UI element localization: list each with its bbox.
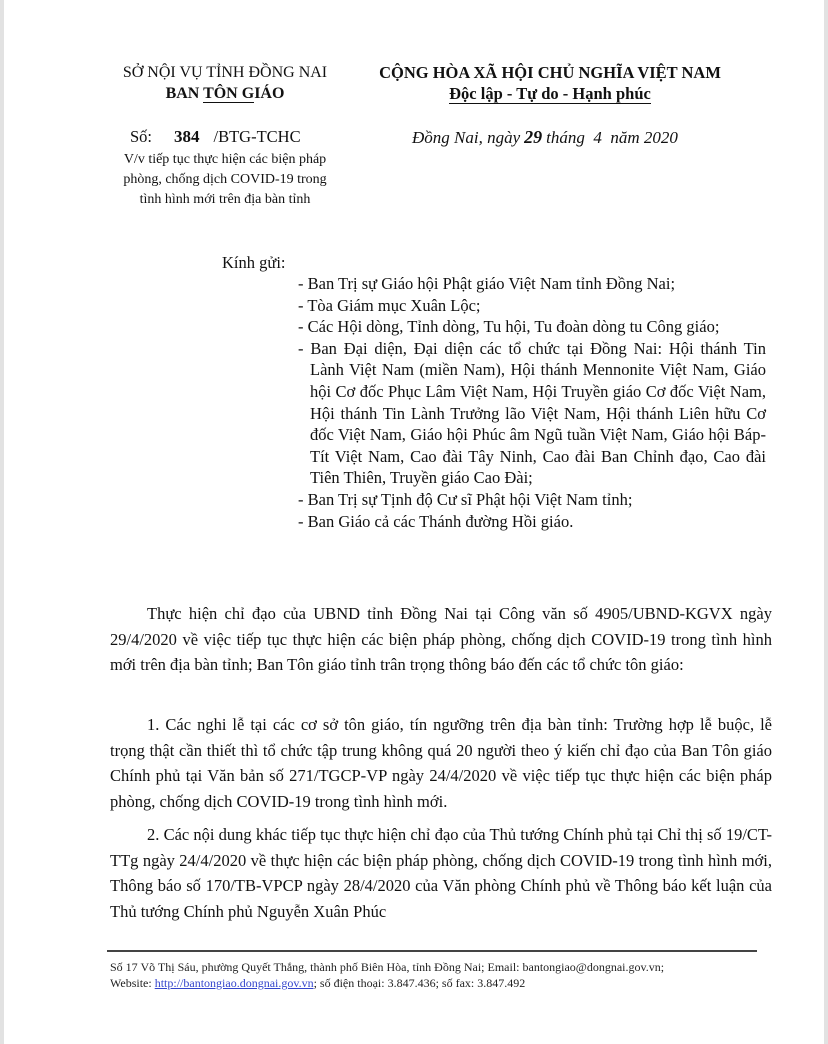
recipient-item: - Ban Trị sự Tịnh độ Cư sĩ Phật hội Việt Nam tỉnh; bbox=[298, 489, 633, 509]
page-footer bbox=[110, 959, 664, 991]
national-motto-line bbox=[355, 83, 745, 104]
doc-number-code: /BTG-TCHC bbox=[213, 127, 301, 146]
addressee-label: Kính gửi: bbox=[222, 253, 286, 272]
agency-name-underlined: TÔN G bbox=[203, 85, 255, 102]
date-prefix: Đồng Nai, ngày bbox=[412, 128, 521, 147]
page-edge-right bbox=[824, 0, 828, 1044]
website-label: Website: bbox=[110, 976, 155, 990]
contact-numbers: ; số điện thoại: 3.847.436; số fax: 3.847.492 bbox=[313, 976, 526, 990]
subject-summary bbox=[105, 150, 345, 210]
paragraph: Thực hiện chỉ đạo của UBND tỉnh Đồng Nai tại Công văn số 4905/UBND-KGVX ngày 29/4/2020 về việc tiếp tục thực hiện các biện pháp phòng, chống dịch COVID-19 trong tình hình mới trên địa bàn tỉnh; Ban Tôn giáo tỉnh trân trọng thông báo đến các tổ chức tôn giáo: bbox=[110, 604, 772, 675]
recipient-list bbox=[298, 273, 766, 532]
paragraph: 1. Các nghi lễ tại các cơ sở tôn giáo, tín ngưỡng trên địa bàn tỉnh: Trường hợp lễ buộc, lễ trọng thật cần thiết thì tổ chức tập trung không quá 20 người theo ý kiến chỉ đạo của Ban Tôn giáo Chính phủ tại Văn bản số 271/TGCP-VP ngày 24/4/2020 về việc tiếp tục thực hiện các biện pháp phòng, chống dịch COVID-19 trong tình hình mới. bbox=[110, 715, 772, 812]
subject-line: phòng, chống dịch COVID-19 trong bbox=[123, 172, 327, 187]
agency-parent: SỞ NỘI VỤ TỈNH ĐỒNG NAI bbox=[122, 64, 328, 81]
footer-contact bbox=[110, 975, 664, 991]
recipient-item: - Ban Đại diện, Đại diện các tổ chức tại Đồng Nai: Hội thánh Tin Lành Việt Nam (miền Nam), Hội thánh Mennonite Việt Nam, Giáo hội Cơ đốc Phục Lâm Việt Nam, Hội Truyền giáo Cơ đốc Việt Nam, Hội thánh Tin Lành Trưởng lão Việt Nam, Hội thánh Liên hữu Cơ đốc Việt Nam, Giáo hội Phúc âm Ngũ tuần Việt Nam, Giáo hội Báp-Tít Việt Nam, Cao đài Tây Ninh, Cao đài Ban Chỉnh đạo, Cao đài Tiên Thiên, Truyền giáo Cao Đài; bbox=[298, 338, 766, 488]
national-motto: Độc lập - Tự do - Hạnh phúc bbox=[449, 84, 651, 103]
subject-line: V/v tiếp tục thực hiện các biện pháp bbox=[123, 152, 327, 167]
document-date bbox=[412, 127, 678, 148]
body-point-1 bbox=[110, 712, 772, 815]
recipient-item: - Các Hội dòng, Tỉnh dòng, Tu hội, Tu đoàn dòng tu Công giáo; bbox=[298, 317, 720, 337]
footer-divider bbox=[107, 950, 757, 952]
recipient-item: - Ban Trị sự Giáo hội Phật giáo Việt Nam tỉnh Đồng Nai; bbox=[298, 274, 676, 293]
page-edge-left bbox=[0, 0, 4, 1044]
agency-name-prefix: BAN bbox=[165, 85, 204, 102]
recipient-item: - Tòa Giám mục Xuân Lộc; bbox=[298, 295, 481, 315]
doc-number-label: Số: bbox=[130, 127, 153, 146]
agency-header bbox=[105, 62, 345, 104]
agency-name-suffix: IÁO bbox=[254, 85, 285, 102]
subject-line: tình hình mới trên địa bàn tỉnh bbox=[139, 192, 311, 207]
date-month-year: tháng 4 năm 2020 bbox=[546, 128, 678, 147]
body-intro bbox=[110, 601, 772, 678]
document-number bbox=[130, 127, 301, 147]
paragraph: 2. Các nội dung khác tiếp tục thực hiện chỉ đạo của Thủ tướng Chính phủ tại Chỉ thị số 19/CT-TTg ngày 24/4/2020 về thực hiện các biện pháp phòng, chống dịch COVID-19 trong tình hình mới, Thông báo số 170/TB-VPCP ngày 28/4/2020 của Văn phòng Chính phủ về Thông báo kết luận của Thủ tướng Chính phủ Nguyễn Xuân Phúc bbox=[110, 825, 772, 922]
recipient-item: - Ban Giáo cả các Thánh đường Hồi giáo. bbox=[298, 511, 574, 531]
national-header bbox=[355, 62, 745, 104]
website-link[interactable]: http://bantongiao.dongnai.gov.vn bbox=[154, 976, 314, 990]
date-day: 29 bbox=[524, 127, 543, 147]
country-name: CỘNG HÒA XÃ HỘI CHỦ NGHĨA VIỆT NAM bbox=[379, 63, 721, 82]
agency-name bbox=[105, 83, 345, 104]
footer-address: Số 17 Võ Thị Sáu, phường Quyết Thắng, thành phố Biên Hòa, tỉnh Đồng Nai; Email: bantongiao@dongnai.gov.vn; bbox=[110, 960, 665, 974]
doc-number-value: 384 bbox=[174, 127, 200, 146]
body-point-2 bbox=[110, 822, 772, 925]
